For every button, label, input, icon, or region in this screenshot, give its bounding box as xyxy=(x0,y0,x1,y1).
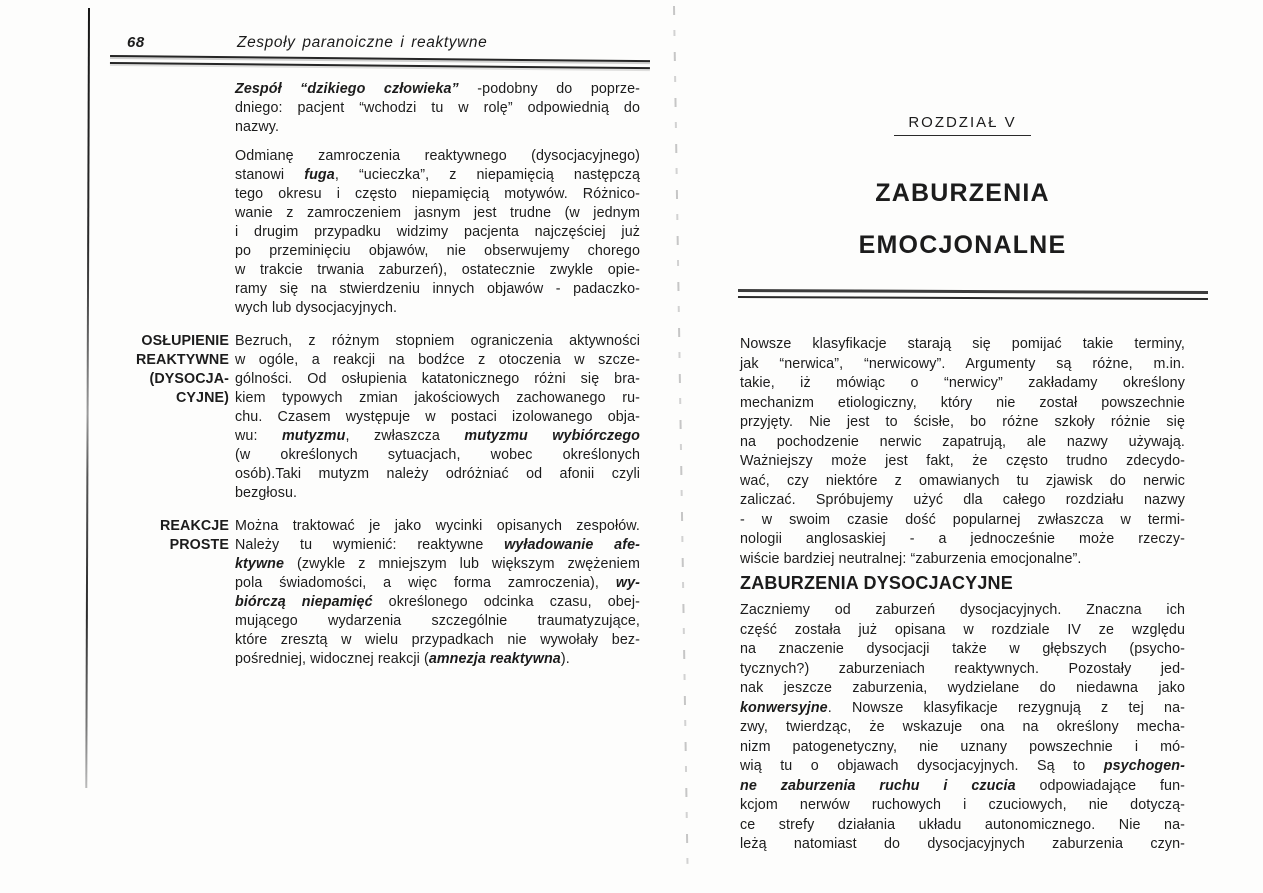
chapter-title: ZABURZENIA EMOCJONALNE xyxy=(858,179,1067,259)
running-header: Zespoły paranoiczne i reaktywne xyxy=(237,34,488,51)
section-heading-dysocjacyjne: ZABURZENIA DYSOCJACYJNE xyxy=(740,573,1013,593)
section-label-oslupienie-reaktywne: OSŁUPIENIE REAKTYWNE (DYSOCJA- CYJNE) xyxy=(135,333,229,406)
paragraph-reakcje-proste: Można traktować je jako wycinki opisanych zespołów. Należy tu wymienić: reaktywne wyładowanie afe- ktywne (zwykle z mniejszym lub większym zwężeniem pola świadomości, a więc forma zamroczenia), wy- biórczą niepamięć określonego odcinka czasu, obej- mującego wydarzenia szczególnie traumatyzujące, które zresztą w wielu przypadkach nie wywołały bez- pośredniej, widocznej reakcji (amnezja reaktywna). xyxy=(235,518,641,667)
chapter-label-text: ROZDZIAŁ V xyxy=(894,114,1030,136)
rule-line xyxy=(110,62,650,69)
header-rule xyxy=(110,55,650,69)
paragraph-wild-man-syndrome: Zespół “dzikiego człowieka” -podobny do poprze- dniego: pacjent “wchodzi tu w rolę” odpowiednią do nazwy. xyxy=(235,81,640,135)
paragraph-dissociative: Zaczniemy od zaburzeń dysocjacyjnych. Znaczna ich część została już opisana w rozdziale IV ze względu na znaczenie dysocjacji także w głębszych (psycho- tycznych?) zaburzeniach reaktywnych. Pozostały jed- nak jeszcze zaburzenia, wydzielane do niedawna jako konwersyjne. Nowsze klasyfikacje rezygnują z tej na- zwy, twierdząc, że wskazuje ona na określony mecha- nizm patogenetyczny, nie uznany powszechnie i mó- wią tu o objawach dysocjacyjnych. Są to psychogen- ne zaburzenia ruchu i czucia odpowiadające fun- kcjom nerwów ruchowych i czuciowych, nie dotyczą- ce strefy działania układu autonomicznego. Nie na- leżą natomiast do dysocjacyjnych zaburzenia czyn- xyxy=(740,602,1185,852)
title-rule xyxy=(738,289,1208,300)
rule-line xyxy=(738,296,1208,300)
chapter-label xyxy=(740,114,1185,131)
page-number: 68 xyxy=(127,34,145,51)
section-label-reakcje-proste: REAKCJE PROSTE xyxy=(159,518,229,553)
spine-crease xyxy=(673,6,688,864)
rule-line xyxy=(110,55,650,62)
rule-line xyxy=(738,289,1208,294)
paragraph-fugue: Odmianę zamroczenia reaktywnego (dysocjacyjnego) stanowi fuga, “ucieczka”, z niepamięcią następczą tego okresu i często niepamięcią motywów. Różnico- wanie z zamroczeniem jasnym jest trudne (w jednym i drugim przypadku widzimy pacjenta najczęściej już po przeminięciu objawów, nie obserwujemy chorego w trakcie trwania zaburzeń), ostatecznie zwykle opie- ramy się na stwierdzeniu innych objawów - padaczko- wych lub dysocjacyjnych. xyxy=(235,148,641,316)
left-page-edge-line xyxy=(85,8,90,788)
paragraph-intro: Nowsze klasyfikacje starają się pomijać takie terminy, jak “nerwica”, “nerwicowy”. Argumenty są różne, m.in. takie, iż mówiąc o “nerwicy” zakładamy określony mechanizm etiologiczny, który nie został powszechnie przyjęty. Nie jest to ścisłe, bo różne szkoły różnie się na pochodzenie nerwic zapatrują, ale nazwy używają. Ważniejszy może jest fakt, że często trudno zdecydo- wać, czy niektóre z omawianych tu zjawisk do nerwic zaliczać. Spróbujemy użyć dla całego rozdziału nazwy - w swoim czasie dość popularnej zwłaszcza w termi- nologii anglosaskiej - a jednocześnie może rzeczy- wiście bardziej neutralnej: “zaburzenia emocjonalne”. xyxy=(740,336,1185,567)
paragraph-oslupienie-reaktywne: Bezruch, z różnym stopniem ograniczenia aktywności w ogóle, a reakcji na bodźce z otoczenia w szcze- gólności. Od osłupienia katatonicznego różni się bra- kiem typowych zmian jakościowych zachowanego ru- chu. Czasem występuje w postaci izolowanego obja- wu: mutyzmu, zwłaszcza mutyzmu wybiórczego (w określonych sytuacjach, wobec określonych osób).Taki mutyzm należy odróżniać od afonii czyli bezgłosu. xyxy=(235,333,640,501)
